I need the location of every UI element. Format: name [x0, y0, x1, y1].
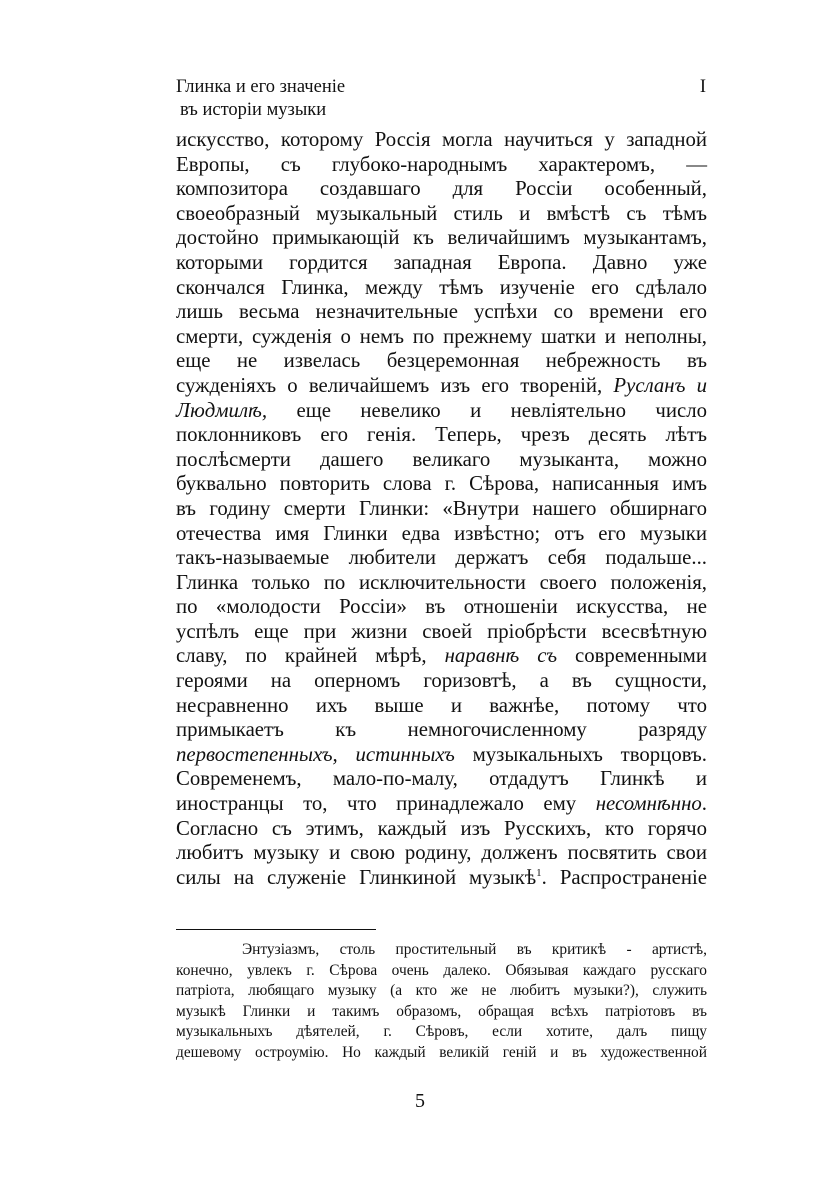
- text-line: послѣсмерти дашего великаго музыканта, можно: [176, 447, 707, 471]
- text-line: скончался Глинка, между тѣмъ изученiе его сдѣлало: [176, 275, 707, 299]
- footnote-line: дешевому остроумiю. Но каждый великiй генiй и въ художественной: [176, 1043, 707, 1061]
- text-line: несравненно ихъ выше и важнѣе, потому что: [176, 693, 707, 717]
- text-line: [176, 374, 707, 399]
- text-line: въ годину смерти Глинки: «Внутри нашего обширнаго: [176, 496, 707, 520]
- text-line: такъ-называемые любители держатъ себя подальше...: [176, 546, 707, 570]
- section-number: I: [699, 77, 706, 97]
- italic-title: Русланъ и: [613, 373, 707, 397]
- text-line: лишь весьма незначительные успѣхи со времени его: [176, 300, 707, 324]
- footnote-line: музыкальныхъ дѣятелей, г. Сѣровъ, если хотите, далъ пищу: [176, 1023, 707, 1040]
- text-segment: современными: [574, 644, 707, 668]
- text-line: иностранцы то, что принадлежало ему несомнѣнно.: [176, 792, 707, 816]
- text-line: [176, 743, 707, 768]
- text-line: Современемъ, мало-по-малу, отдадутъ Глинкѣ и: [176, 767, 707, 791]
- footnote-line: конечно, увлекъ г. Сѣрова очень далеко. Обязывая каждаго русскаго: [176, 961, 707, 979]
- running-title-line-2: въ исторiи музыки: [180, 100, 327, 120]
- italic-phrase: несомнѣнно: [595, 792, 702, 816]
- text-segment: славу, по крайней мѣрѣ,: [176, 644, 427, 668]
- text-line: композитора создавшаго для Россiи особенный,: [176, 177, 707, 201]
- text-segment: музыкальныхъ творцовъ.: [472, 742, 707, 766]
- text-segment: силы на служенiе Глинкиной музыкѣ: [176, 865, 537, 889]
- footnote-marker: 1: [536, 866, 542, 879]
- footnote-line: музыкѣ Глинки и такимъ образомъ, обращая всѣхъ патрiотовъ въ: [176, 1002, 707, 1020]
- text-line: по «молодости Россiи» въ отношенiи искусства, не: [176, 595, 707, 619]
- italic-phrase: первостепенныхъ, истинныхъ: [176, 742, 455, 766]
- text-line: примыкаетъ къ немногочисленному разряду: [176, 718, 707, 742]
- footnote: [176, 940, 707, 1063]
- text-line: буквально повторить слова г. Сѣрова, написанныя имъ: [176, 472, 707, 496]
- footnote-divider: [176, 929, 376, 930]
- italic-title: Людмилѣ,: [176, 398, 268, 422]
- footnote-line: патрiота, любящаго музыку (а кто же не любитъ музыки?), служить: [176, 982, 707, 999]
- running-head: [176, 76, 706, 122]
- text-line: своеобразный музыкальный стиль и вмѣстѣ съ тѣмъ: [176, 201, 707, 225]
- text-line: поклонниковъ его генiя. Теперь, чрезъ десять лѣтъ: [176, 423, 707, 447]
- text-line: [176, 399, 707, 424]
- text-line: которыми гордится западная Европа. Давно уже: [176, 250, 707, 274]
- text-line: Европы, съ глубоко-народнымъ характеромъ, —: [176, 152, 707, 176]
- page-number: 5: [415, 1090, 425, 1112]
- text-line: героями на оперномъ горизовтѣ, а въ сущности,: [176, 669, 707, 693]
- main-text: [176, 128, 707, 890]
- running-title-line-1: Глинка и его значенiе: [176, 77, 346, 97]
- text-line: [176, 644, 707, 669]
- text-segment: еще невелико и невлiятельно число: [296, 398, 708, 422]
- text-segment: сужденiяхъ о величайшемъ изъ его творенiй,: [176, 373, 603, 397]
- text-line: любитъ музыку и свою родину, долженъ посвятить свои: [176, 841, 707, 865]
- italic-phrase: наравнѣ съ: [444, 644, 558, 668]
- text-line: еще не извелась безцеремонная небрежность въ: [176, 349, 707, 373]
- text-line: Согласно съ этимъ, каждый изъ Русскихъ, кто горячо: [176, 816, 707, 840]
- text-segment: иностранцы то, что принадлежало ему: [176, 792, 577, 816]
- text-line: успѣлъ еще при жизни своей прiобрѣсти всесвѣтную: [176, 619, 707, 643]
- text-line: достойно примыкающiй къ величайшимъ музыкантамъ,: [176, 226, 707, 250]
- text-line: смерти, сужденiя о немъ по прежнему шатки и неполны,: [176, 324, 707, 348]
- text-segment: Распространенiе: [559, 865, 707, 889]
- text-line: отечества имя Глинки едва извѣстно; отъ его музыки: [176, 521, 707, 545]
- text-line: искусство, которому Россiя могла научиться у западной: [176, 128, 707, 151]
- footnote-line: Энтузiазмъ, столь простительный въ критикѣ - артистѣ,: [242, 941, 707, 958]
- text-line: Глинка только по исключительности своего положенiя,: [176, 570, 707, 594]
- text-line: силы на служенiе Глинкиной музыкѣ$^1$. Распространенiе: [176, 865, 707, 889]
